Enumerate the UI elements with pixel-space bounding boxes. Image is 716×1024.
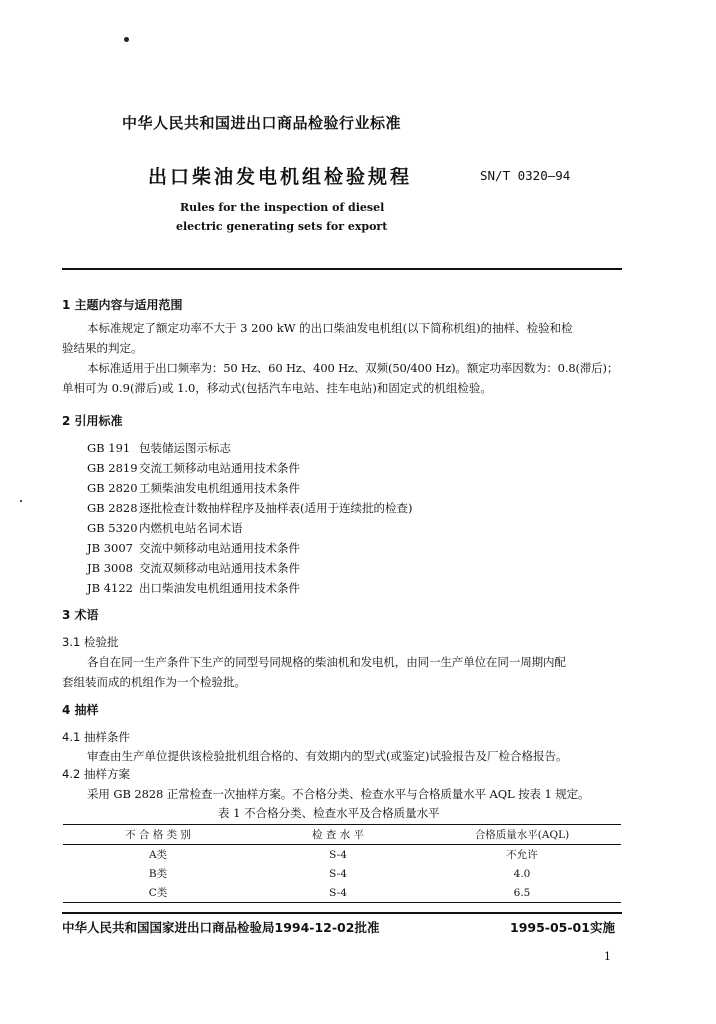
subsection-heading: 4.1 抽样条件	[62, 730, 130, 744]
issuer-line: 中华人民共和国进出口商品检验行业标准	[122, 114, 402, 132]
table-cell: S-4	[253, 883, 423, 903]
paragraph-line: 单相可为 0.9(滞后)或 1.0，移动式(包括汽车电站、挂车电站)和固定式的机组检验。	[62, 381, 492, 395]
section-heading: 3 术语	[62, 608, 99, 622]
table-header-row	[63, 825, 621, 845]
reference-item	[87, 460, 300, 476]
section-heading: 1 主题内容与适用范围	[62, 298, 183, 312]
reference-item	[87, 520, 243, 536]
reference-code: JB 4122	[87, 581, 133, 595]
paragraph-line: 采用 GB 2828 正常检查一次抽样方案。不合格分类、检查水平与合格质量水平 AQL 按表 1 规定。	[87, 787, 590, 801]
reference-title: 交流中频移动电站通用技术条件	[139, 541, 300, 555]
reference-title: 内燃机电站名词术语	[139, 521, 243, 535]
reference-title: 逐批检查计数抽样程序及抽样表(适用于连续批的检查)	[139, 501, 413, 515]
effective-date: 1995-05-01实施	[510, 920, 615, 935]
paragraph-line: 套组装而成的机组作为一个检验批。	[62, 675, 246, 689]
english-title-line2: electric generating sets for export	[176, 220, 388, 233]
reference-title: 交流双频移动电站通用技术条件	[139, 561, 300, 575]
standard-code: SN/T 0320—94	[480, 168, 571, 183]
document-title: 出口柴油发电机组检验规程	[148, 166, 413, 188]
table-row	[63, 883, 621, 903]
table-cell: A类	[148, 849, 168, 861]
reference-code: GB 5320	[87, 521, 138, 535]
table-row	[63, 864, 621, 883]
scan-speck	[20, 500, 22, 502]
column-header: 不 合 格 类 别	[63, 825, 253, 845]
reference-title: 出口柴油发电机组通用技术条件	[139, 581, 300, 595]
reference-item	[87, 540, 300, 556]
reference-title: 交流工频移动电站通用技术条件	[139, 461, 300, 475]
subsection-heading: 4.2 抽样方案	[62, 767, 130, 781]
approval-line: 中华人民共和国国家进出口商品检验局1994-12-02批准	[62, 920, 380, 935]
reference-title: 包装储运图示标志	[139, 441, 231, 455]
reference-item	[87, 500, 412, 516]
reference-code: JB 3008	[87, 561, 133, 575]
page-number: 1	[604, 950, 611, 963]
paragraph-line: 验结果的判定。	[62, 341, 143, 355]
table-cell: B类	[148, 868, 168, 880]
reference-code: GB 191	[87, 441, 131, 455]
table-cell: 6.5	[423, 883, 621, 903]
scan-speck	[124, 37, 129, 42]
table-row	[63, 845, 621, 865]
reference-code: GB 2819	[87, 461, 138, 475]
table-cell: C类	[63, 883, 253, 903]
reference-item	[87, 440, 231, 456]
paragraph-line: 各自在同一生产条件下生产的同型号同规格的柴油机和发电机，由同一生产单位在同一周期内配	[87, 655, 566, 669]
paragraph-line: 本标准适用于出口频率为：50 Hz、60 Hz、400 Hz、双频(50/400 Hz)。额定功率因数为：0.8(滞后)；	[87, 361, 619, 375]
section-heading: 4 抽样	[62, 703, 99, 717]
sampling-table	[63, 824, 621, 903]
subsection-heading: 3.1 检验批	[62, 635, 119, 649]
reference-code: JB 3007	[87, 541, 133, 555]
reference-code: GB 2828	[87, 501, 138, 515]
paragraph-line: 审查由生产单位提供该检验批机组合格的、有效期内的型式(或鉴定)试验报告及厂检合格报告。	[87, 749, 568, 763]
header-divider	[62, 268, 622, 270]
column-header: 检 查 水 平	[253, 825, 423, 845]
english-title-line1: Rules for the inspection of diesel	[180, 201, 385, 214]
footer-divider	[62, 912, 622, 914]
table-cell: 4.0	[513, 867, 531, 880]
column-header: 合格质量水平(AQL)	[423, 825, 621, 845]
table-cell: S-4	[329, 848, 347, 861]
paragraph-line: 本标准规定了额定功率不大于 3 200 kW 的出口柴油发电机组(以下简称机组)的抽样、检验和检	[87, 321, 573, 335]
section-heading: 2 引用标准	[62, 414, 123, 428]
reference-item	[87, 580, 300, 596]
reference-item	[87, 560, 300, 576]
table-cell: S-4	[329, 867, 347, 880]
reference-code: GB 2820	[87, 481, 138, 495]
table-caption: 表 1 不合格分类、检查水平及合格质量水平	[218, 806, 440, 820]
reference-item	[87, 480, 300, 496]
reference-title: 工频柴油发电机组通用技术条件	[139, 481, 300, 495]
table-cell: 不允许	[506, 849, 538, 861]
